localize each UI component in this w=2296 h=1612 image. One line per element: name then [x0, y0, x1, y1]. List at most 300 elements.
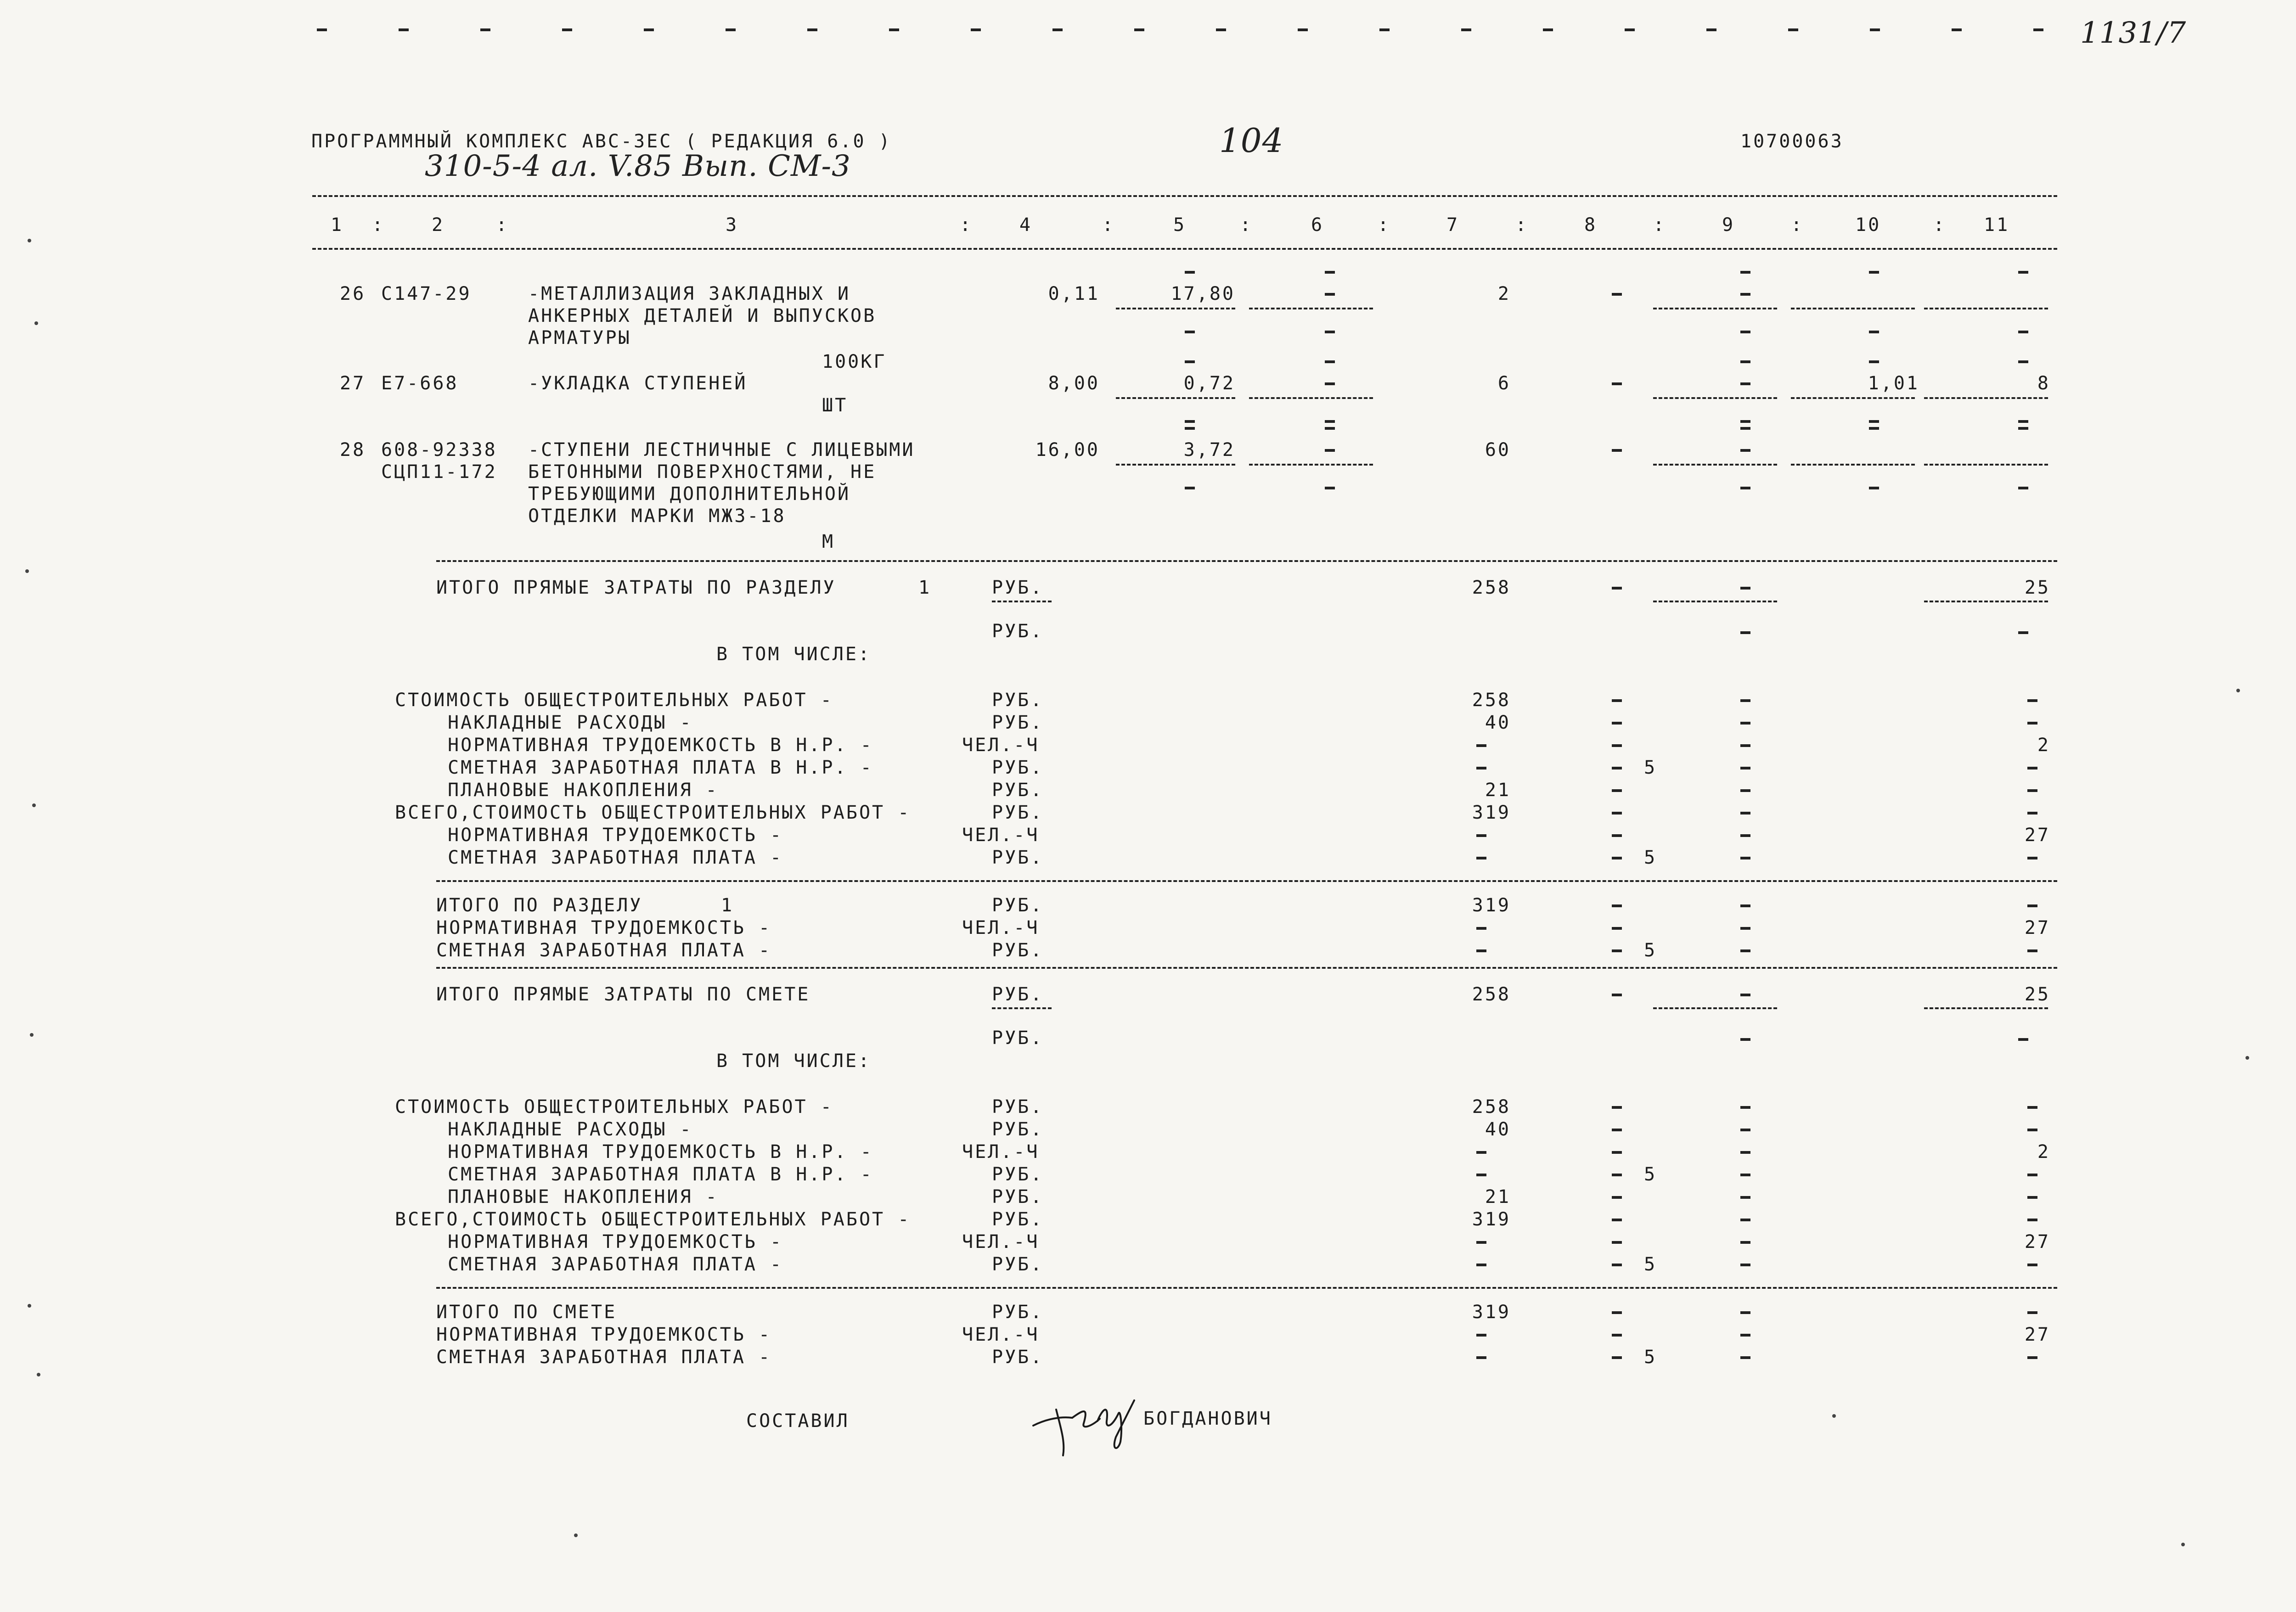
item-description: АНКЕРНЫХ ДЕТАЛЕЙ И ВЫПУСКОВ [528, 305, 877, 326]
dash-mark [480, 28, 490, 31]
dash-mark [1612, 1106, 1622, 1109]
dash-mark [1216, 28, 1226, 31]
dash-mark [1740, 1174, 1750, 1176]
header-top-rule [312, 195, 2057, 197]
dash-mark [1052, 28, 1063, 31]
signature-scribble [1029, 1382, 1139, 1460]
item-number: 28 [340, 439, 366, 461]
breakdown-label: СМЕТНАЯ ЗАРАБОТНАЯ ПЛАТА В Н.Р. - [448, 1164, 873, 1185]
dash-mark [1612, 382, 1622, 385]
dash-mark [1740, 949, 1750, 952]
breakdown-label: НОРМАТИВНАЯ ТРУДОЕМКОСТЬ В Н.Р. - [448, 735, 873, 756]
cell-rule [1924, 464, 2048, 466]
unit-label: ЧЕЛ.-Ч [962, 917, 1040, 938]
column-number-10: 10 [1855, 214, 1881, 236]
unit-underline [992, 1007, 1052, 1009]
dash-mark [1476, 927, 1486, 930]
dash-mark [1325, 271, 1335, 274]
scan-speck [574, 1533, 578, 1537]
dash-mark [1869, 487, 1879, 489]
total-wage: 5 [1644, 940, 1657, 961]
column-number-8: 8 [1584, 214, 1598, 236]
item-unit: М [822, 531, 835, 552]
dash-mark [1740, 789, 1750, 792]
unit-label: РУБ. [992, 1254, 1044, 1275]
dash-mark [2027, 949, 2037, 952]
total-label: ИТОГО ПО СМЕТЕ [436, 1302, 617, 1323]
dash-mark [2027, 1196, 2037, 1199]
item-code: Е7-668 [381, 373, 459, 394]
dash-mark [2033, 28, 2043, 31]
cell-rule [1653, 308, 1777, 309]
unit-label: РУБ. [992, 1096, 1044, 1118]
breakdown-cost: 319 [1472, 802, 1511, 823]
item-unit-price: 17,80 [1171, 283, 1235, 304]
unit-label: РУБ. [992, 940, 1044, 961]
breakdown-cost: 21 [1485, 1186, 1511, 1208]
direct-costs-value: 258 [1472, 577, 1511, 598]
dash-mark [1740, 699, 1750, 702]
dash-mark [1740, 904, 1750, 907]
page-number: 104 [1219, 121, 1284, 160]
column-number-3: 3 [726, 214, 739, 236]
dash-mark [1185, 271, 1195, 274]
dash-mark [1185, 427, 1195, 430]
item-labor-hours: 8 [2037, 373, 2050, 394]
scan-speck [1832, 1414, 1836, 1418]
dash-mark [1476, 1241, 1486, 1244]
breakdown-label: НАКЛАДНЫЕ РАСХОДЫ - [448, 1119, 693, 1140]
sheet-note: 1131/7 [2080, 16, 2187, 50]
dash-mark [1612, 812, 1622, 814]
column-separator: : [1515, 214, 1529, 236]
item-total-cost: 60 [1485, 439, 1511, 461]
item-description: АРМАТУРЫ [528, 327, 631, 348]
dash-mark [1740, 1129, 1750, 1131]
dash-mark [1788, 28, 1798, 31]
dash-mark [1612, 789, 1622, 792]
unit-label: РУБ. [992, 1028, 1044, 1049]
unit-label: РУБ. [992, 847, 1044, 868]
breakdown-cost: 319 [1472, 1209, 1511, 1230]
column-number-5: 5 [1173, 214, 1187, 236]
cell-rule [1924, 1007, 2048, 1009]
section-number: 1 [918, 577, 932, 598]
dash-mark [1740, 420, 1750, 423]
cell-rule [1791, 464, 1915, 466]
unit-label: РУБ. [992, 757, 1044, 778]
dash-mark [1185, 360, 1195, 363]
dash-mark [1134, 28, 1144, 31]
dash-mark [1869, 360, 1879, 363]
column-separator: : [1933, 214, 1947, 236]
dash-mark [2027, 767, 2037, 769]
dash-mark [1543, 28, 1553, 31]
column-separator: : [1240, 214, 1253, 236]
dash-mark [1325, 382, 1335, 385]
scan-speck [28, 1304, 31, 1308]
dash-mark [2027, 1106, 2037, 1109]
column-separator: : [1791, 214, 1804, 236]
total-labor: 27 [2024, 917, 2050, 938]
document-code: 10700063 [1740, 131, 1844, 152]
scan-speck [28, 239, 31, 242]
cell-rule [1653, 464, 1777, 466]
dash-mark [1740, 1151, 1750, 1154]
dash-mark [1869, 427, 1879, 430]
dash-mark [1740, 293, 1750, 296]
dash-mark [1740, 449, 1750, 452]
direct-costs-label: ИТОГО ПРЯМЫЕ ЗАТРАТЫ ПО РАЗДЕЛУ [436, 577, 836, 598]
dash-mark [2018, 631, 2028, 634]
direct-costs-value: 258 [1472, 984, 1511, 1005]
dash-mark [1740, 631, 1750, 634]
dash-mark [1612, 949, 1622, 952]
unit-label: ЧЕЛ.-Ч [962, 1231, 1040, 1253]
unit-label: РУБ. [992, 1302, 1044, 1323]
dash-mark [1476, 1174, 1486, 1176]
dash-mark [971, 28, 981, 31]
project-note: 310-5-4 ал. V.85 Вып. СМ-3 [425, 149, 851, 183]
including-label: В ТОМ ЧИСЛЕ: [716, 1050, 871, 1072]
dash-mark [1185, 420, 1195, 423]
dash-mark [1185, 331, 1195, 333]
item-description: БЕТОННЫМИ ПОВЕРХНОСТЯМИ, НЕ [528, 461, 877, 483]
block-rule [436, 880, 2057, 882]
dash-mark [2027, 1356, 2037, 1359]
unit-label: ЧЕЛ.-Ч [962, 735, 1040, 756]
column-number-7: 7 [1446, 214, 1460, 236]
breakdown-wage: 5 [1644, 847, 1657, 868]
item-unit: 100КГ [822, 351, 887, 372]
dash-mark [1740, 857, 1750, 859]
item-total-cost: 2 [1497, 283, 1511, 304]
dash-mark [1476, 834, 1486, 837]
item-description: -УКЛАДКА СТУПЕНЕЙ [528, 373, 748, 394]
column-number-4: 4 [1019, 214, 1033, 236]
dash-mark [1740, 1356, 1750, 1359]
dash-mark [1325, 360, 1335, 363]
item-quantity: 0,11 [1048, 283, 1100, 304]
cell-rule [1791, 397, 1915, 399]
dash-mark [562, 28, 572, 31]
column-number-6: 6 [1311, 214, 1324, 236]
dash-mark [1476, 1151, 1486, 1154]
breakdown-label: ВСЕГО,СТОИМОСТЬ ОБЩЕСТРОИТЕЛЬНЫХ РАБОТ - [395, 1209, 911, 1230]
unit-label: РУБ. [992, 1209, 1044, 1230]
cell-rule [1116, 464, 1235, 466]
unit-label: РУБ. [992, 1164, 1044, 1185]
dash-mark [1612, 744, 1622, 747]
dash-mark [1612, 1311, 1622, 1314]
total-label: НОРМАТИВНАЯ ТРУДОЕМКОСТЬ - [436, 1324, 772, 1345]
dash-mark [2018, 420, 2028, 423]
dash-mark [2027, 699, 2037, 702]
unit-label: РУБ. [992, 577, 1044, 598]
dash-mark [1476, 1356, 1486, 1359]
dash-mark [1612, 293, 1622, 296]
dash-mark [1740, 382, 1750, 385]
column-separator: : [1102, 214, 1115, 236]
total-label: СМЕТНАЯ ЗАРАБОТНАЯ ПЛАТА - [436, 940, 772, 961]
dash-mark [1612, 1219, 1622, 1221]
total-cost: 319 [1472, 895, 1511, 916]
cell-rule [1924, 601, 2048, 602]
cell-rule [1653, 397, 1777, 399]
dash-mark [1740, 1196, 1750, 1199]
dash-mark [1612, 1196, 1622, 1199]
dash-mark [2018, 487, 2028, 489]
dash-mark [2027, 1264, 2037, 1266]
column-separator: : [496, 214, 509, 236]
dash-mark [1869, 420, 1879, 423]
header-bottom-rule [312, 248, 2057, 250]
compiled-by-label: СОСТАВИЛ [746, 1410, 850, 1432]
dash-mark [399, 28, 409, 31]
scan-speck [25, 569, 29, 573]
dash-mark [1612, 1241, 1622, 1244]
breakdown-cost: 258 [1472, 690, 1511, 711]
cell-rule [1116, 308, 1235, 309]
dash-mark [1740, 812, 1750, 814]
dash-mark [1740, 587, 1750, 590]
item-code: СЦП11-172 [381, 461, 497, 483]
dash-mark [1612, 767, 1622, 769]
dash-mark [1740, 1219, 1750, 1221]
column-separator: : [1653, 214, 1666, 236]
dash-mark [1740, 1241, 1750, 1244]
dash-mark [807, 28, 817, 31]
direct-costs-labor: 25 [2024, 984, 2050, 1005]
dash-mark [1870, 28, 1880, 31]
cell-rule [1791, 308, 1915, 309]
dash-mark [1612, 1129, 1622, 1131]
dash-mark [1612, 927, 1622, 930]
column-number-2: 2 [432, 214, 445, 236]
dash-mark [1612, 904, 1622, 907]
dash-mark [2027, 857, 2037, 859]
dash-mark [2018, 427, 2028, 430]
dash-mark [1740, 360, 1750, 363]
dash-mark [1325, 487, 1335, 489]
block-rule [436, 1287, 2057, 1289]
item-description: ОТДЕЛКИ МАРКИ МЖ3-18 [528, 506, 786, 527]
item-total-cost: 6 [1497, 373, 1511, 394]
unit-label: РУБ. [992, 802, 1044, 823]
dash-mark [1740, 744, 1750, 747]
dash-mark [1612, 1151, 1622, 1154]
including-label: В ТОМ ЧИСЛЕ: [716, 644, 871, 665]
dash-mark [2018, 1038, 2028, 1041]
dash-mark [1612, 1174, 1622, 1176]
item-unit-price: 3,72 [1183, 439, 1235, 461]
dash-mark [1476, 744, 1486, 747]
item-code: С147-29 [381, 283, 472, 304]
dash-mark [1740, 767, 1750, 769]
dash-mark [2027, 812, 2037, 814]
total-labor: 27 [2024, 1324, 2050, 1345]
unit-label: РУБ. [992, 690, 1044, 711]
breakdown-cost: 40 [1485, 1119, 1511, 1140]
breakdown-wage: 5 [1644, 757, 1657, 778]
dash-mark [1325, 449, 1335, 452]
dash-mark [1612, 699, 1622, 702]
dash-mark [1185, 487, 1195, 489]
dash-mark [2027, 789, 2037, 792]
dash-mark [1869, 271, 1879, 274]
dash-mark [317, 28, 327, 31]
dash-mark [1476, 857, 1486, 859]
dash-mark [1706, 28, 1716, 31]
item-code: 608-92338 [381, 439, 497, 461]
total-label: ИТОГО ПО РАЗДЕЛУ [436, 895, 643, 916]
dash-mark [1740, 994, 1750, 996]
column-number-11: 11 [1984, 214, 2010, 236]
column-number-1: 1 [331, 214, 344, 236]
unit-label: РУБ. [992, 895, 1044, 916]
breakdown-wage: 5 [1644, 1254, 1657, 1275]
breakdown-label: ПЛАНОВЫЕ НАКОПЛЕНИЯ - [448, 780, 719, 801]
compiler-name: БОГДАНОВИЧ [1143, 1408, 1272, 1429]
item-unit: ШТ [822, 395, 848, 416]
unit-label: РУБ. [992, 1186, 1044, 1208]
dash-mark [1325, 331, 1335, 333]
unit-label: ЧЕЛ.-Ч [962, 1324, 1040, 1345]
total-cost: 319 [1472, 1302, 1511, 1323]
dash-mark [1740, 1311, 1750, 1314]
dash-mark [1612, 1264, 1622, 1266]
program-title: ПРОГРАММНЫЙ КОМПЛЕКС АВС-ЗЕС ( РЕДАКЦИЯ 6.0 ) [311, 131, 892, 152]
dash-mark [1952, 28, 1962, 31]
breakdown-labor: 2 [2037, 1141, 2050, 1163]
breakdown-labor: 2 [2037, 735, 2050, 756]
breakdown-label: СМЕТНАЯ ЗАРАБОТНАЯ ПЛАТА В Н.Р. - [448, 757, 873, 778]
unit-label: РУБ. [992, 780, 1044, 801]
breakdown-cost: 258 [1472, 1096, 1511, 1118]
dash-mark [1612, 994, 1622, 996]
scan-speck [32, 803, 36, 807]
dash-mark [1612, 834, 1622, 837]
dash-mark [2027, 1311, 2037, 1314]
breakdown-label: ПЛАНОВЫЕ НАКОПЛЕНИЯ - [448, 1186, 719, 1208]
breakdown-label: СТОИМОСТЬ ОБЩЕСТРОИТЕЛЬНЫХ РАБОТ - [395, 1096, 833, 1118]
item-number: 27 [340, 373, 366, 394]
dash-mark [889, 28, 899, 31]
dash-mark [2018, 331, 2028, 333]
dash-mark [1612, 1334, 1622, 1337]
dash-mark [1461, 28, 1471, 31]
dash-mark [1625, 28, 1635, 31]
dash-mark [1740, 1038, 1750, 1041]
breakdown-label: ВСЕГО,СТОИМОСТЬ ОБЩЕСТРОИТЕЛЬНЫХ РАБОТ - [395, 802, 911, 823]
direct-costs-labor: 25 [2024, 577, 2050, 598]
dash-mark [1325, 420, 1335, 423]
breakdown-label: СМЕТНАЯ ЗАРАБОТНАЯ ПЛАТА - [448, 1254, 783, 1275]
scan-speck [2236, 689, 2240, 692]
dash-mark [2027, 1174, 2037, 1176]
dash-mark [1612, 587, 1622, 590]
cell-rule [1249, 308, 1373, 309]
scan-speck [30, 1033, 34, 1037]
dash-mark [1740, 834, 1750, 837]
item-unit-price: 0,72 [1183, 373, 1235, 394]
column-separator: : [960, 214, 973, 236]
unit-label: РУБ. [992, 1119, 1044, 1140]
dash-mark [1325, 427, 1335, 430]
dash-mark [2027, 722, 2037, 725]
unit-label: РУБ. [992, 621, 1044, 642]
dash-mark [1740, 487, 1750, 489]
dash-mark [1740, 271, 1750, 274]
dash-mark [1298, 28, 1308, 31]
unit-label: РУБ. [992, 984, 1044, 1005]
cell-rule [1653, 601, 1777, 602]
dash-mark [1379, 28, 1390, 31]
breakdown-label: НОРМАТИВНАЯ ТРУДОЕМКОСТЬ В Н.Р. - [448, 1141, 873, 1163]
dash-mark [1476, 949, 1486, 952]
dash-mark [1612, 857, 1622, 859]
breakdown-cost: 40 [1485, 712, 1511, 733]
breakdown-labor: 27 [2024, 825, 2050, 846]
dash-mark [1740, 331, 1750, 333]
unit-label: ЧЕЛ.-Ч [962, 825, 1040, 846]
dash-mark [1612, 449, 1622, 452]
breakdown-label: НАКЛАДНЫЕ РАСХОДЫ - [448, 712, 693, 733]
cell-rule [1116, 397, 1235, 399]
block-rule [436, 967, 2057, 969]
scan-speck [37, 1373, 40, 1376]
column-separator: : [372, 214, 385, 236]
column-number-9: 9 [1722, 214, 1735, 236]
cell-rule [1653, 1007, 1777, 1009]
total-label: СМЕТНАЯ ЗАРАБОТНАЯ ПЛАТА - [436, 1347, 772, 1368]
item-description: -МЕТАЛЛИЗАЦИЯ ЗАКЛАДНЫХ И [528, 283, 851, 304]
dash-mark [2027, 904, 2037, 907]
unit-label: ЧЕЛ.-Ч [962, 1141, 1040, 1163]
unit-label: РУБ. [992, 1347, 1044, 1368]
dash-mark [2018, 360, 2028, 363]
section-number: 1 [721, 895, 734, 916]
breakdown-cost: 21 [1485, 780, 1511, 801]
breakdown-wage: 5 [1644, 1164, 1657, 1185]
dash-mark [1612, 1356, 1622, 1359]
dash-mark [644, 28, 654, 31]
dash-mark [1740, 1334, 1750, 1337]
breakdown-label: СТОИМОСТЬ ОБЩЕСТРОИТЕЛЬНЫХ РАБОТ - [395, 690, 833, 711]
item-labor-cost: 1,01 [1868, 373, 1919, 394]
dash-mark [1476, 1264, 1486, 1266]
dash-mark [1740, 1106, 1750, 1109]
dash-mark [1740, 722, 1750, 725]
scan-speck [2181, 1543, 2185, 1546]
dash-mark [1740, 427, 1750, 430]
dash-mark [726, 28, 736, 31]
item-number: 26 [340, 283, 366, 304]
cell-rule [1249, 464, 1373, 466]
scan-speck [34, 321, 38, 325]
dash-mark [1476, 767, 1486, 769]
direct-costs-label: ИТОГО ПРЯМЫЕ ЗАТРАТЫ ПО СМЕТЕ [436, 984, 810, 1005]
item-quantity: 16,00 [1035, 439, 1100, 461]
dash-mark [1325, 293, 1335, 296]
dash-mark [1476, 1334, 1486, 1337]
unit-underline [992, 601, 1052, 602]
dash-mark [1612, 722, 1622, 725]
breakdown-labor: 27 [2024, 1231, 2050, 1253]
dash-mark [1740, 927, 1750, 930]
dash-mark [2027, 1129, 2037, 1131]
column-separator: : [1378, 214, 1391, 236]
